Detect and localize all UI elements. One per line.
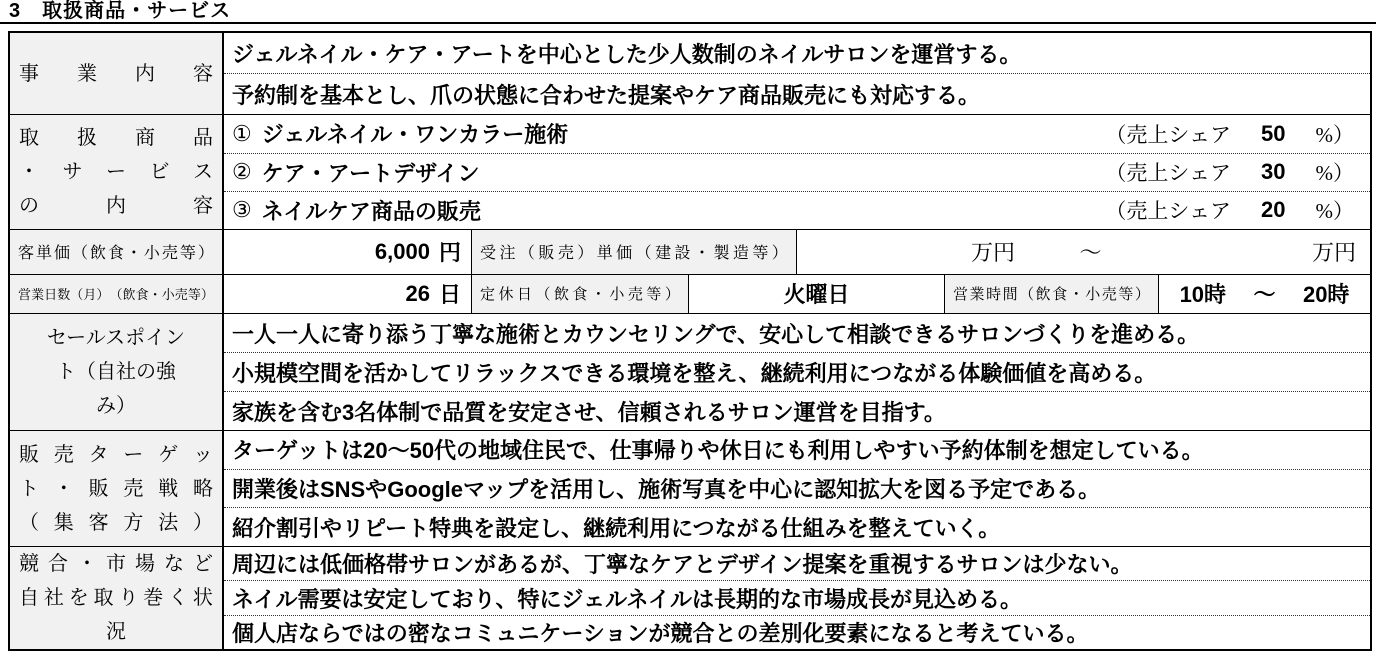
business-description-content <box>224 33 1370 114</box>
label-text: 事 業 内 容 <box>19 62 213 85</box>
business-hours-label <box>945 275 1159 314</box>
label-text: 営 業 時 間 （ 飲 食 ・ 小 売 等 ） <box>953 286 1150 304</box>
sales-share <box>1105 119 1362 149</box>
label-text: 定 休 日 （ 飲 食 ・ 小 売 等 ） <box>480 286 680 304</box>
label-text: 受 注 （ 販 売 ） 単 価 （ 建 設 ・ 製 造 等 ） <box>480 245 788 263</box>
competition-content <box>224 547 1370 649</box>
product-number: ① <box>232 120 252 146</box>
business-days-label <box>10 275 224 314</box>
business-line-1: ジェルネイル・ケア・アートを中心とした少人数制のネイルサロンを運営する。 <box>224 33 1370 74</box>
business-line-2: 予約制を基本とし、爪の状態に合わせた提案やケア商品販売にも対応する。 <box>232 82 981 108</box>
hours-tilde: ～ <box>1253 282 1276 308</box>
row-target-strategy <box>10 431 1370 547</box>
product-number: ② <box>232 159 252 185</box>
product-name: ケア・アートデザイン <box>261 160 480 186</box>
sales-points-content <box>224 314 1370 430</box>
hours-from: 10時 <box>1179 282 1227 308</box>
sales-share <box>1105 157 1362 187</box>
sales-share-unit: %） <box>1315 199 1354 224</box>
products-services-table <box>8 31 1372 651</box>
business-days-value: 26 <box>405 280 430 306</box>
page-title: 3 取扱商品・サービス <box>9 0 232 22</box>
target-line-2: 開業後はSNSやGoogleマップを活用し、施術写真を中心に認知拡大を図る予定である。 <box>224 470 1370 509</box>
range-unit-2: 万円 <box>1312 240 1357 266</box>
unit-price-value: 6,000 <box>374 238 430 264</box>
unit-price-unit: 円 <box>438 240 461 266</box>
label-text: ト（自社の強 <box>56 361 176 384</box>
sales-point-line-3: 家族を含む3名体制で品質を安定させ、信頼されるサロン運営を目指す。 <box>232 399 946 425</box>
hours-to: 20時 <box>1302 282 1350 308</box>
business-hours-value-cell <box>1159 275 1370 314</box>
closed-day-value: 火曜日 <box>689 275 945 314</box>
sales-share-unit: %） <box>1315 161 1354 186</box>
products-list <box>224 115 1370 229</box>
competition-line-1: 周辺には低価格帯サロンがあるが、丁寧なケアとデザイン提案を重視するサロンは少ない。 <box>224 547 1370 581</box>
product-number: ③ <box>232 197 252 223</box>
product-item <box>224 154 1370 192</box>
label-text: ・ サ ー ビ ス <box>19 161 213 184</box>
sales-share <box>1105 195 1362 225</box>
competition-line-2: ネイル需要は安定しており、特にジェルネイルは長期的な市場成長が見込める。 <box>224 581 1370 615</box>
target-strategy-label <box>10 431 224 546</box>
product-item <box>224 115 1370 153</box>
label-text: 競 合 ・ 市 場 な ど <box>19 553 213 576</box>
target-line-1: ターゲットは20～50代の地域住民で、仕事帰りや休日にも利用しやすい予約体制を想定している。 <box>224 431 1370 470</box>
unit-price-label <box>10 230 224 274</box>
product-item <box>224 192 1370 229</box>
business-description-label <box>10 33 224 114</box>
row-sales-points <box>10 314 1370 431</box>
product-name: ジェルネイル・ワンカラー施術 <box>261 122 569 148</box>
order-price-range-cell <box>797 230 1370 274</box>
competition-line-3: 個人店ならではの密なコミュニケーションが競合との差別化要素になると考えている。 <box>232 620 1089 646</box>
target-line-3: 紹介割引やリピート特典を設定し、継続利用につながる仕組みを整えていく。 <box>232 515 1001 541</box>
label-text: の 内 容 <box>19 195 213 218</box>
sales-share-value: 30 <box>1261 159 1286 185</box>
label-text: ト ・ 販 売 戦 略 <box>19 477 213 500</box>
order-price-label <box>472 230 797 274</box>
products-services-label <box>10 115 224 229</box>
sales-share-label: （売上シェア <box>1105 199 1232 224</box>
label-text: （ 集 客 方 法 ） <box>19 511 213 534</box>
range-tilde: ～ <box>1079 240 1102 266</box>
business-days-value-cell <box>224 275 472 314</box>
label-text: 自 社 を 取 り 巻 く 状 <box>19 587 213 610</box>
sales-share-value: 20 <box>1261 197 1286 223</box>
section-header <box>0 0 1376 24</box>
closed-day-label <box>472 275 689 314</box>
range-unit-1: 万円 <box>971 240 1016 266</box>
label-text: 取 扱 商 品 <box>19 127 213 150</box>
target-strategy-content <box>224 431 1370 546</box>
sales-points-label <box>10 314 224 430</box>
label-text: み） <box>96 395 136 418</box>
row-products-services <box>10 115 1370 230</box>
row-unit-price <box>10 230 1370 275</box>
product-name: ネイルケア商品の販売 <box>261 198 481 224</box>
label-text: 客 単 価 （ 飲 食 ・ 小 売 等 ） <box>18 245 214 263</box>
label-text: セールスポイン <box>46 327 186 350</box>
sales-share-unit: %） <box>1315 122 1354 147</box>
row-competition <box>10 547 1370 649</box>
sales-share-label: （売上シェア <box>1105 161 1232 186</box>
competition-label <box>10 547 224 649</box>
business-days-unit: 日 <box>438 282 461 308</box>
sales-share-label: （売上シェア <box>1105 122 1232 147</box>
sales-point-line-1: 一人一人に寄り添う丁寧な施術とカウンセリングで、安心して相談できるサロンづくりを進める。 <box>224 314 1370 353</box>
label-text: 販 売 タ ー ゲ ッ <box>19 443 213 466</box>
sales-share-value: 50 <box>1261 120 1286 146</box>
label-text: 営 業 日 数 （ 月 ） （ 飲 食 ・ 小 売 等 ） <box>18 287 214 303</box>
unit-price-value-cell <box>224 230 472 274</box>
label-text: 況 <box>106 621 126 644</box>
row-business-days <box>10 275 1370 315</box>
row-business-description <box>10 33 1370 115</box>
sales-point-line-2: 小規模空間を活かしてリラックスできる環境を整え、継続利用につながる体験価値を高める。 <box>224 353 1370 392</box>
